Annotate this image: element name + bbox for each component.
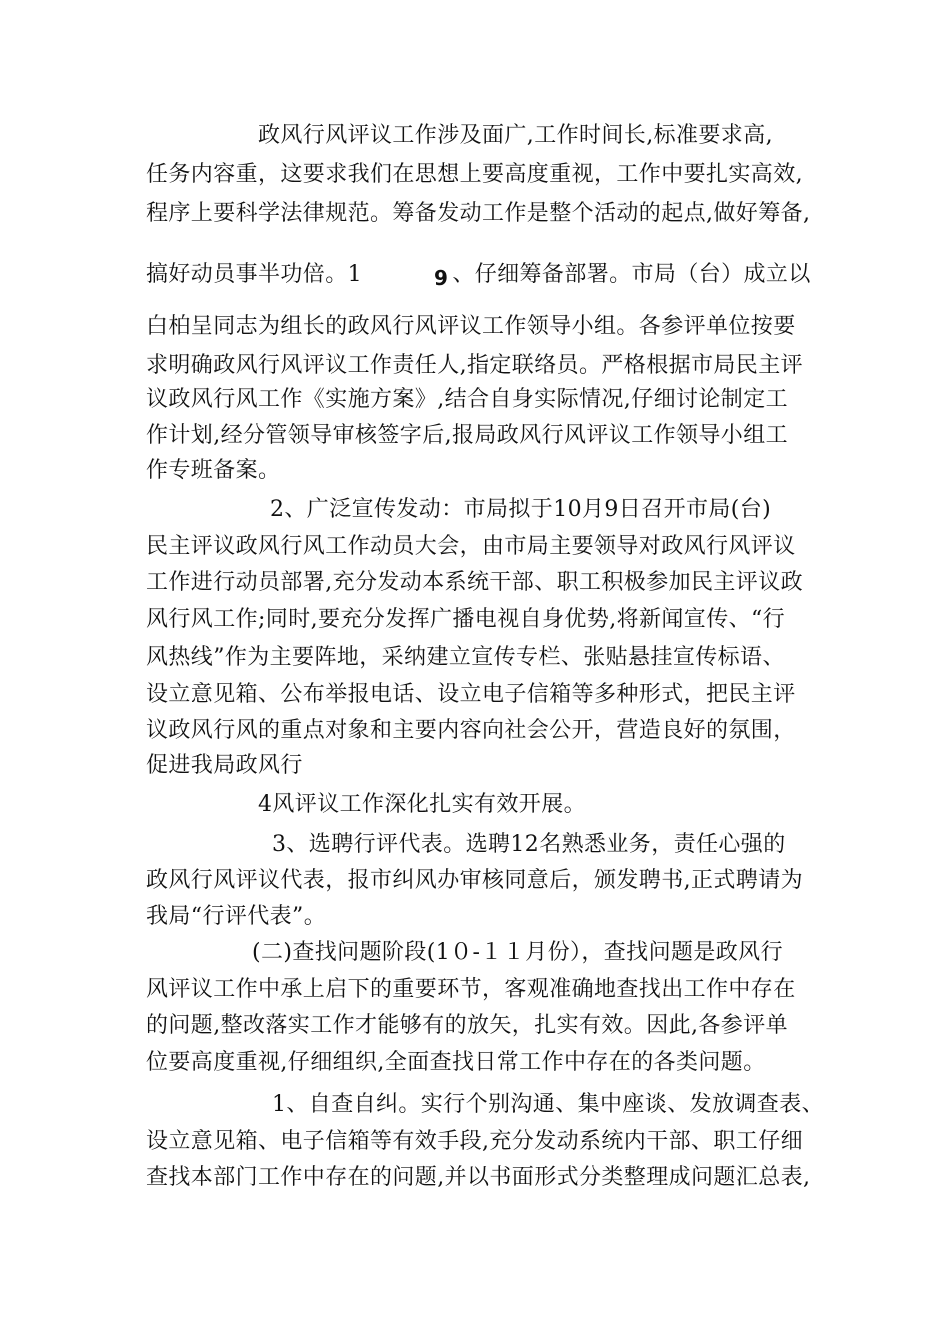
text-line-8: 作计划,经分管领导审核签字后,报局政风行风评议工作领导小组工 bbox=[146, 423, 788, 448]
text-line-16: 议政风行风的重点对象和主要内容向社会公开，营造良好的氛围， bbox=[146, 718, 796, 743]
text-line-14: 风热线”作为主要阵地，采纳建立宣传专栏、张贴悬挂宣传标语、 bbox=[146, 645, 785, 670]
text-line-18: 4风评议工作深化扎实有效开展。 bbox=[258, 792, 586, 817]
text-line-6: 求明确政风行风评议工作责任人,指定联络员。严格根据市局民主评 bbox=[146, 353, 803, 378]
text-line-28: 查找本部门工作中存在的问题,并以书面形式分类整理成问题汇总表, bbox=[146, 1165, 811, 1190]
text-line-20: 政风行风评议代表，报市纠风办审核同意后，颁发聘书,正式聘请为 bbox=[146, 868, 803, 893]
text-line-13: 风行风工作;同时,要充分发挥广播电视自身优势,将新闻宣传、“行 bbox=[146, 607, 786, 632]
text-line-1: 政风行风评议工作涉及面广,工作时间长,标准要求高, bbox=[258, 123, 773, 148]
text-line-12: 工作进行动员部署,充分发动本系统干部、职工积极参加民主评议政 bbox=[146, 570, 803, 595]
text-line-26: 1、自查自纠。实行个别沟通、集中座谈、发放调查表、 bbox=[272, 1092, 824, 1117]
text-line-21: 我局“行评代表”。 bbox=[146, 904, 327, 929]
text-line-9: 作专班备案。 bbox=[146, 458, 281, 483]
text-line-3: 程序上要科学法律规范。筹备发动工作是整个活动的起点,做好筹备, bbox=[146, 201, 811, 226]
text-line-27: 设立意见箱、电子信箱等有效手段,充分发动系统内干部、职工仔细 bbox=[146, 1129, 803, 1154]
text-line-4-end: 、仔细筹备部署。市局（台）成立以 bbox=[452, 262, 811, 287]
text-line-5: 白柏呈同志为组长的政风行风评议工作领导小组。各参评单位按要 bbox=[146, 314, 796, 339]
text-line-24: 的问题,整改落实工作才能够有的放矢，扎实有效。因此,各参评单 bbox=[146, 1013, 788, 1038]
text-line-15: 设立意见箱、公布举报电话、设立电子信箱等多种形式，把民主评 bbox=[146, 682, 796, 707]
text-line-25: 位要高度重视,仔细组织,全面查找日常工作中存在的各类问题。 bbox=[146, 1050, 766, 1075]
text-line-23: 风评议工作中承上启下的重要环节，客观准确地查找出工作中存在 bbox=[146, 977, 796, 1002]
stray-mark: 9 bbox=[434, 266, 449, 290]
text-line-7: 议政风行风工作《实施方案》,结合自身实际情况,仔细讨论制定工 bbox=[146, 387, 788, 412]
text-line-19: 3、选聘行评代表。选聘12名熟悉业务，责任心强的 bbox=[272, 832, 786, 857]
text-line-17: 促进我局政风行 bbox=[146, 753, 303, 778]
text-line-11: 民主评议政风行风工作动员大会，由市局主要领导对政风行风评议 bbox=[146, 534, 796, 559]
text-line-10: 2、广泛宣传发动：市局拟于10月9日召开市局(台) bbox=[270, 497, 772, 522]
text-line-4 bbox=[146, 260, 811, 290]
text-line-4-start: 搞好动员事半功倍。1 bbox=[146, 262, 362, 287]
text-line-2: 任务内容重，这要求我们在思想上要高度重视，工作中要扎实高效, bbox=[146, 162, 803, 187]
text-line-22: (二)查找问题阶段(1０-１１月份），查找问题是政风行 bbox=[252, 940, 783, 965]
